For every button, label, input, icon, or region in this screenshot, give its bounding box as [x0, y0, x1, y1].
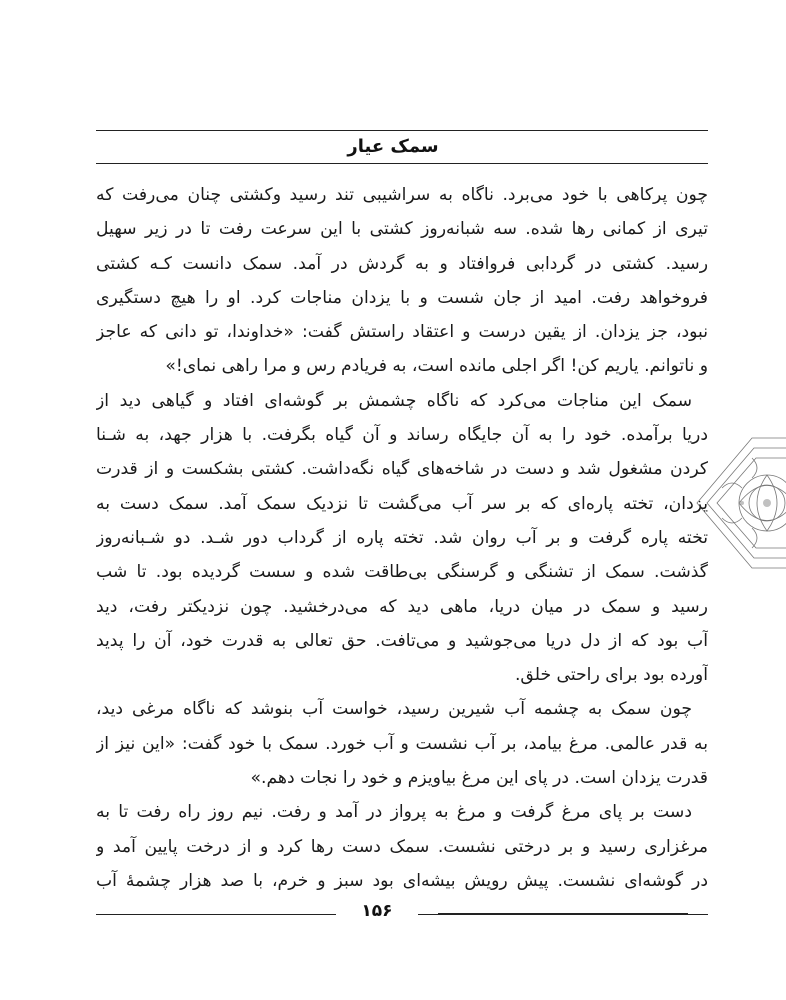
header-rule-top: [96, 130, 708, 131]
text-line: دریا برآمده. خود را به آن جایگاه رساند و آن گیاه بگرفت. با هزار جهد، به شـنا: [96, 425, 708, 446]
text-line: مرغزاری رسید و بر درختی نشست. سمک دست رها کرد و از درخت پایین آمد و: [96, 836, 708, 857]
text-line: چون سمک به چشمه آب شیرین رسید، خواست آب بنوشد که ناگاه مرغی دید،: [96, 699, 692, 720]
text-line: به قدر عالمی. مرغ بیامد، بر آب نشست و آب خورد. سمک با خود گفت: «این نیز از: [96, 733, 708, 754]
text-line: آب بود که از دل دریا می‌جوشید و می‌تافت. حق تعالی به قدرت خود، آن را پدید: [96, 630, 708, 651]
text-line: رسید. کشتی در گردابی فروافتاد و به گردش در آمد. سمک دانست کـه کشتی: [96, 253, 708, 274]
text-line: رسید و سمک در میان دریا، ماهی دید که می‌درخشید. چون نزدیکتر رفت، دید: [96, 596, 708, 617]
text-line: در گوشه‌ای نشست. پیش رویش بیشه‌ای بود سبز و خرم، با صد هزار چشمهٔ آب: [96, 870, 708, 891]
text-line: قدرت یزدان است. در پای این مرغ بیاویزم و خود را نجات دهم.»: [250, 768, 708, 789]
text-line: آورده بود برای راحتی خلق.: [514, 665, 708, 686]
header-rule-bottom: [96, 163, 708, 164]
text-line: یزدان، تخته پاره‌ای که بر سر آب می‌گشت تا نزدیک سمک آمد. سمک دست به: [96, 493, 708, 514]
text-line: کردن مشغول شد و دست در شاخه‌های گیاه نگه‌داشت. کشتی بشکست و از قدرت: [96, 459, 708, 480]
body-text: [96, 178, 708, 898]
footer-rule-right: [418, 914, 708, 915]
footer-rule-left: [96, 914, 336, 915]
text-line: تخته پاره گرفت و بر آب روان شد. تخته پاره از گرداب دور شـد. دو شـبانه‌روز: [96, 527, 708, 548]
text-line: چون پرکاهی با خود می‌برد. ناگاه به سراشیبی تند رسید وکشتی چنان می‌رفت که: [96, 185, 708, 205]
text-line: فروخواهد رفت. امید از جان شست و با یزدان مناجات کرد. او را هیچ دستگیری: [96, 287, 708, 308]
text-line: گذشت. سمک از تشنگی و گرسنگی بی‌طاقت شده و سست گردیده بود. تا شب: [96, 562, 708, 583]
text-line: نبود، جز یزدان. از یقین درست و اعتقاد راستش گفت: «خداوندا، تو دانی که عاجز: [96, 322, 708, 343]
text-line: و ناتوانم. یاریم کن! اگر اجلی مانده است، به فریادم رس و مرا راهی نمای!»: [165, 356, 708, 377]
text-line: دست بر پای مرغ گرفت و مرغ به پرواز در آمد و رفت. نیم روز راه رفت تا به: [96, 802, 692, 823]
page-number: ۱۵۶: [361, 901, 393, 921]
text-line: سمک این مناجات می‌کرد که ناگاه چشمش بر گوشه‌ای افتاد و گیاهی دید از: [96, 390, 692, 411]
text-line: تیری از کمانی رها شده. سه شبانه‌روز کشتی با این سرعت رفت تا در زیر سهیل: [96, 219, 708, 240]
page-title: سمک عیار: [347, 136, 439, 157]
